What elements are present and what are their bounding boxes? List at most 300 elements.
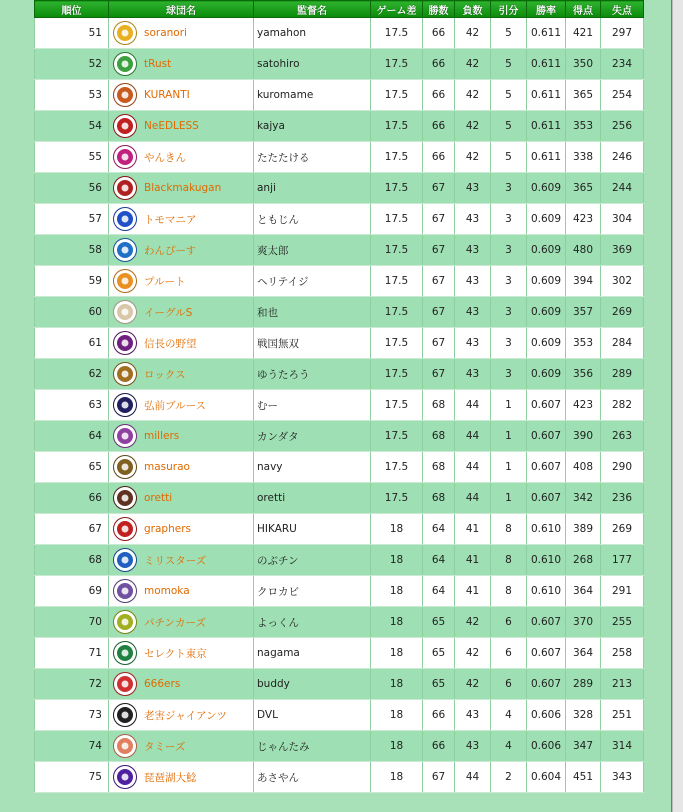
runs-scored-cell: 356 xyxy=(566,359,601,390)
table-row xyxy=(35,762,644,793)
bird-icon xyxy=(113,734,137,758)
star-burst-icon xyxy=(113,207,137,231)
team-cell xyxy=(109,638,254,669)
runs-allowed-cell: 177 xyxy=(601,545,644,576)
manager-cell: ヘリテイジ xyxy=(254,266,371,297)
games-behind-cell: 17.5 xyxy=(371,142,423,173)
pct-cell: 0.606 xyxy=(527,700,566,731)
runs-scored-cell: 389 xyxy=(566,514,601,545)
table-row xyxy=(35,545,644,576)
team-cell xyxy=(109,514,254,545)
table-row xyxy=(35,514,644,545)
manager-cell: むー xyxy=(254,390,371,421)
pct-cell: 0.611 xyxy=(527,49,566,80)
games-behind-cell: 18 xyxy=(371,669,423,700)
runs-scored-cell: 423 xyxy=(566,204,601,235)
manager-cell: のぶチン xyxy=(254,545,371,576)
draws-cell: 6 xyxy=(491,607,527,638)
team-cell xyxy=(109,328,254,359)
triangle-crest-icon xyxy=(113,52,137,76)
wins-cell: 64 xyxy=(423,514,455,545)
draws-cell: 1 xyxy=(491,421,527,452)
draws-cell: 3 xyxy=(491,235,527,266)
runs-scored-cell: 350 xyxy=(566,49,601,80)
runs-allowed-cell: 314 xyxy=(601,731,644,762)
pct-cell: 0.604 xyxy=(527,762,566,793)
games-behind-cell: 17.5 xyxy=(371,421,423,452)
losses-cell: 41 xyxy=(455,545,491,576)
wins-cell: 67 xyxy=(423,266,455,297)
ring-icon xyxy=(113,486,137,510)
runs-scored-cell: 268 xyxy=(566,545,601,576)
team-cell xyxy=(109,545,254,576)
manager-cell: anji xyxy=(254,173,371,204)
diamond-icon xyxy=(113,145,137,169)
gear-icon xyxy=(113,114,137,138)
wins-cell: 66 xyxy=(423,700,455,731)
runs-allowed-cell: 263 xyxy=(601,421,644,452)
table-row xyxy=(35,266,644,297)
draws-cell: 3 xyxy=(491,173,527,204)
rock-icon xyxy=(113,362,137,386)
manager-cell: kuromame xyxy=(254,80,371,111)
games-behind-cell: 17.5 xyxy=(371,266,423,297)
draws-cell: 5 xyxy=(491,142,527,173)
team-cell xyxy=(109,452,254,483)
games-behind-cell: 17.5 xyxy=(371,235,423,266)
draws-cell: 4 xyxy=(491,700,527,731)
runs-scored-cell: 353 xyxy=(566,328,601,359)
team-name-link[interactable]: わんぴーす xyxy=(144,244,196,257)
wins-cell: 68 xyxy=(423,390,455,421)
team-name-link[interactable]: tRust xyxy=(144,58,172,70)
team-name-link[interactable]: KURANTI xyxy=(144,89,190,101)
losses-cell: 43 xyxy=(455,700,491,731)
losses-cell: 43 xyxy=(455,297,491,328)
wins-cell: 67 xyxy=(423,328,455,359)
draws-cell: 1 xyxy=(491,390,527,421)
team-name-link[interactable]: 信長の野望 xyxy=(144,337,197,350)
wins-cell: 66 xyxy=(423,18,455,49)
team-name-link[interactable]: イーグルS xyxy=(144,306,193,319)
team-cell xyxy=(109,483,254,514)
rank-cell: 69 xyxy=(35,576,109,607)
runs-scored-cell: 347 xyxy=(566,731,601,762)
table-row xyxy=(35,359,644,390)
rank-cell: 70 xyxy=(35,607,109,638)
manager-cell: DVL xyxy=(254,700,371,731)
table-row xyxy=(35,390,644,421)
games-behind-cell: 17.5 xyxy=(371,483,423,514)
draws-cell: 1 xyxy=(491,483,527,514)
draws-cell: 3 xyxy=(491,359,527,390)
runs-allowed-cell: 258 xyxy=(601,638,644,669)
pct-cell: 0.606 xyxy=(527,731,566,762)
games-behind-cell: 17.5 xyxy=(371,390,423,421)
pct-cell: 0.611 xyxy=(527,111,566,142)
header-pct[interactable]: 勝率 xyxy=(527,1,566,18)
runs-allowed-cell: 284 xyxy=(601,328,644,359)
team-cell xyxy=(109,576,254,607)
games-behind-cell: 17.5 xyxy=(371,328,423,359)
team-cell xyxy=(109,111,254,142)
standings-table xyxy=(34,0,644,793)
losses-cell: 44 xyxy=(455,421,491,452)
team-cell xyxy=(109,80,254,111)
crest-icon xyxy=(113,331,137,355)
manager-cell: じゃんたみ xyxy=(254,731,371,762)
runs-allowed-cell: 290 xyxy=(601,452,644,483)
losses-cell: 42 xyxy=(455,669,491,700)
table-row xyxy=(35,142,644,173)
games-behind-cell: 18 xyxy=(371,731,423,762)
rank-cell: 58 xyxy=(35,235,109,266)
header-losses[interactable]: 負数 xyxy=(455,1,491,18)
draws-cell: 8 xyxy=(491,545,527,576)
runs-allowed-cell: 255 xyxy=(601,607,644,638)
rank-cell: 73 xyxy=(35,700,109,731)
games-behind-cell: 18 xyxy=(371,545,423,576)
runs-allowed-cell: 297 xyxy=(601,18,644,49)
header-manager[interactable]: 監督名 xyxy=(254,1,371,18)
wins-cell: 65 xyxy=(423,669,455,700)
manager-cell: ゆうたろう xyxy=(254,359,371,390)
losses-cell: 43 xyxy=(455,359,491,390)
draws-cell: 4 xyxy=(491,731,527,762)
team-name-link[interactable]: プルート xyxy=(144,275,186,288)
pct-cell: 0.609 xyxy=(527,297,566,328)
manager-cell: カンダタ xyxy=(254,421,371,452)
runs-scored-cell: 365 xyxy=(566,80,601,111)
manager-cell: oretti xyxy=(254,483,371,514)
table-row xyxy=(35,235,644,266)
manager-cell: よっくん xyxy=(254,607,371,638)
losses-cell: 44 xyxy=(455,762,491,793)
manager-cell: buddy xyxy=(254,669,371,700)
losses-cell: 42 xyxy=(455,111,491,142)
runs-scored-cell: 357 xyxy=(566,297,601,328)
runs-allowed-cell: 302 xyxy=(601,266,644,297)
runs-scored-cell: 342 xyxy=(566,483,601,514)
table-row xyxy=(35,421,644,452)
team-name-link[interactable]: セレクト東京 xyxy=(144,647,207,660)
manager-cell: たたたける xyxy=(254,142,371,173)
runs-scored-cell: 328 xyxy=(566,700,601,731)
draws-cell: 3 xyxy=(491,204,527,235)
losses-cell: 43 xyxy=(455,235,491,266)
draws-cell: 6 xyxy=(491,669,527,700)
team-name-link[interactable]: momoka xyxy=(144,585,190,597)
rank-cell: 53 xyxy=(35,80,109,111)
manager-cell: ともじん xyxy=(254,204,371,235)
losses-cell: 42 xyxy=(455,607,491,638)
losses-cell: 42 xyxy=(455,80,491,111)
wins-cell: 64 xyxy=(423,545,455,576)
pct-cell: 0.609 xyxy=(527,266,566,297)
wins-cell: 65 xyxy=(423,638,455,669)
lightning-icon xyxy=(113,548,137,572)
draws-cell: 5 xyxy=(491,80,527,111)
runs-allowed-cell: 304 xyxy=(601,204,644,235)
team-name-link[interactable]: masurao xyxy=(144,461,190,473)
rank-cell: 64 xyxy=(35,421,109,452)
catfish-icon xyxy=(113,765,137,789)
wins-cell: 66 xyxy=(423,49,455,80)
eagle-icon xyxy=(113,300,137,324)
table-row xyxy=(35,173,644,204)
pct-cell: 0.610 xyxy=(527,576,566,607)
rank-cell: 72 xyxy=(35,669,109,700)
team-name-link[interactable]: oretti xyxy=(144,492,173,504)
draws-cell: 2 xyxy=(491,762,527,793)
rank-cell: 66 xyxy=(35,483,109,514)
pct-cell: 0.609 xyxy=(527,173,566,204)
table-row xyxy=(35,669,644,700)
fox-icon xyxy=(113,579,137,603)
team-name-link[interactable]: パチンカーズ xyxy=(144,616,206,629)
pct-cell: 0.611 xyxy=(527,80,566,111)
team-name-link[interactable]: 弘前ブルース xyxy=(144,399,207,412)
team-name-link[interactable]: トモマニア xyxy=(144,213,197,226)
games-behind-cell: 17.5 xyxy=(371,111,423,142)
wins-cell: 66 xyxy=(423,731,455,762)
runs-allowed-cell: 256 xyxy=(601,111,644,142)
vertical-scrollbar[interactable] xyxy=(672,0,683,812)
team-name-link[interactable]: NeEDLESS xyxy=(144,120,199,132)
wins-cell: 68 xyxy=(423,452,455,483)
header-team[interactable]: 球団名 xyxy=(109,1,254,18)
team-cell xyxy=(109,421,254,452)
runs-allowed-cell: 251 xyxy=(601,700,644,731)
pct-cell: 0.610 xyxy=(527,545,566,576)
runs-allowed-cell: 213 xyxy=(601,669,644,700)
draws-cell: 5 xyxy=(491,18,527,49)
table-row xyxy=(35,328,644,359)
team-cell xyxy=(109,700,254,731)
team-name-link[interactable]: Blackmakugan xyxy=(144,182,222,194)
losses-cell: 41 xyxy=(455,514,491,545)
team-name-link[interactable]: graphers xyxy=(144,523,191,535)
team-name-link[interactable]: 老害ジャイアンツ xyxy=(144,709,228,722)
wins-cell: 66 xyxy=(423,111,455,142)
pct-cell: 0.610 xyxy=(527,514,566,545)
draws-cell: 8 xyxy=(491,576,527,607)
wave-icon xyxy=(113,238,137,262)
pct-cell: 0.611 xyxy=(527,18,566,49)
pct-cell: 0.607 xyxy=(527,390,566,421)
rank-cell: 51 xyxy=(35,18,109,49)
wins-cell: 67 xyxy=(423,204,455,235)
runs-scored-cell: 289 xyxy=(566,669,601,700)
games-behind-cell: 18 xyxy=(371,638,423,669)
flower-icon xyxy=(113,269,137,293)
pct-cell: 0.607 xyxy=(527,483,566,514)
games-behind-cell: 17.5 xyxy=(371,359,423,390)
rank-cell: 63 xyxy=(35,390,109,421)
draws-cell: 3 xyxy=(491,328,527,359)
rank-cell: 59 xyxy=(35,266,109,297)
games-behind-cell: 17.5 xyxy=(371,80,423,111)
compass-icon xyxy=(113,455,137,479)
manager-cell: HIKARU xyxy=(254,514,371,545)
losses-cell: 41 xyxy=(455,576,491,607)
wins-cell: 65 xyxy=(423,607,455,638)
rank-cell: 60 xyxy=(35,297,109,328)
wins-cell: 66 xyxy=(423,142,455,173)
draws-cell: 5 xyxy=(491,111,527,142)
team-name-link[interactable]: やんきん xyxy=(144,151,186,164)
team-name-link[interactable]: millers xyxy=(144,430,180,442)
table-row xyxy=(35,18,644,49)
wins-cell: 67 xyxy=(423,235,455,266)
target-icon xyxy=(113,176,137,200)
runner-icon xyxy=(113,517,137,541)
smile-icon xyxy=(113,672,137,696)
games-behind-cell: 17.5 xyxy=(371,452,423,483)
runs-allowed-cell: 343 xyxy=(601,762,644,793)
runs-scored-cell: 423 xyxy=(566,390,601,421)
games-behind-cell: 17.5 xyxy=(371,204,423,235)
rank-cell: 56 xyxy=(35,173,109,204)
shield-icon xyxy=(113,641,137,665)
manager-cell: navy xyxy=(254,452,371,483)
pct-cell: 0.607 xyxy=(527,607,566,638)
table-row xyxy=(35,607,644,638)
header-row xyxy=(35,1,644,18)
manager-cell: 戦国無双 xyxy=(254,328,371,359)
runs-allowed-cell: 254 xyxy=(601,80,644,111)
cat-icon xyxy=(113,424,137,448)
team-cell xyxy=(109,142,254,173)
header-draws[interactable]: 引分 xyxy=(491,1,527,18)
team-cell xyxy=(109,359,254,390)
games-behind-cell: 17.5 xyxy=(371,49,423,80)
pct-cell: 0.609 xyxy=(527,328,566,359)
table-row xyxy=(35,576,644,607)
manager-cell: クロカビ xyxy=(254,576,371,607)
rank-cell: 68 xyxy=(35,545,109,576)
runs-allowed-cell: 291 xyxy=(601,576,644,607)
rank-cell: 61 xyxy=(35,328,109,359)
rank-cell: 57 xyxy=(35,204,109,235)
team-cell xyxy=(109,18,254,49)
skull-icon xyxy=(113,393,137,417)
games-behind-cell: 17.5 xyxy=(371,18,423,49)
wins-cell: 67 xyxy=(423,762,455,793)
runs-scored-cell: 364 xyxy=(566,638,601,669)
table-row xyxy=(35,297,644,328)
team-cell xyxy=(109,204,254,235)
games-behind-cell: 18 xyxy=(371,514,423,545)
runs-allowed-cell: 289 xyxy=(601,359,644,390)
runs-scored-cell: 390 xyxy=(566,421,601,452)
table-row xyxy=(35,452,644,483)
manager-cell: satohiro xyxy=(254,49,371,80)
pct-cell: 0.607 xyxy=(527,421,566,452)
runs-scored-cell: 365 xyxy=(566,173,601,204)
team-cell xyxy=(109,235,254,266)
pct-cell: 0.609 xyxy=(527,359,566,390)
team-cell xyxy=(109,762,254,793)
team-cell xyxy=(109,297,254,328)
manager-cell: あさやん xyxy=(254,762,371,793)
losses-cell: 42 xyxy=(455,638,491,669)
wins-cell: 68 xyxy=(423,421,455,452)
table-row xyxy=(35,80,644,111)
table-row xyxy=(35,483,644,514)
table-row xyxy=(35,204,644,235)
rank-cell: 54 xyxy=(35,111,109,142)
rank-cell: 62 xyxy=(35,359,109,390)
runs-allowed-cell: 246 xyxy=(601,142,644,173)
manager-cell: 和也 xyxy=(254,297,371,328)
header-runs-allowed[interactable]: 失点 xyxy=(601,1,644,18)
header-runs-scored[interactable]: 得点 xyxy=(566,1,601,18)
rank-cell: 74 xyxy=(35,731,109,762)
team-cell xyxy=(109,266,254,297)
manager-cell: nagama xyxy=(254,638,371,669)
table-row xyxy=(35,700,644,731)
rank-cell: 71 xyxy=(35,638,109,669)
losses-cell: 43 xyxy=(455,731,491,762)
pct-cell: 0.611 xyxy=(527,142,566,173)
header-wins[interactable]: 勝数 xyxy=(423,1,455,18)
pirate-icon xyxy=(113,703,137,727)
rank-cell: 67 xyxy=(35,514,109,545)
losses-cell: 43 xyxy=(455,328,491,359)
runs-allowed-cell: 236 xyxy=(601,483,644,514)
team-name-link[interactable]: タミーズ xyxy=(144,740,186,753)
runs-scored-cell: 394 xyxy=(566,266,601,297)
team-name-link[interactable]: 666ers xyxy=(144,678,181,690)
draws-cell: 1 xyxy=(491,452,527,483)
pct-cell: 0.607 xyxy=(527,638,566,669)
manager-cell: 爽太郎 xyxy=(254,235,371,266)
wins-cell: 67 xyxy=(423,359,455,390)
sun-face-icon xyxy=(113,21,137,45)
table-row xyxy=(35,638,644,669)
table-row xyxy=(35,111,644,142)
losses-cell: 43 xyxy=(455,173,491,204)
draws-cell: 8 xyxy=(491,514,527,545)
runs-scored-cell: 338 xyxy=(566,142,601,173)
header-games-behind[interactable]: ゲーム差 xyxy=(371,1,423,18)
draws-cell: 3 xyxy=(491,266,527,297)
losses-cell: 44 xyxy=(455,483,491,514)
wins-cell: 66 xyxy=(423,80,455,111)
losses-cell: 42 xyxy=(455,142,491,173)
runs-allowed-cell: 269 xyxy=(601,514,644,545)
pinwheel-icon xyxy=(113,610,137,634)
losses-cell: 43 xyxy=(455,204,491,235)
losses-cell: 44 xyxy=(455,390,491,421)
header-rank[interactable]: 順位 xyxy=(35,1,109,18)
team-cell xyxy=(109,173,254,204)
rank-cell: 55 xyxy=(35,142,109,173)
losses-cell: 42 xyxy=(455,49,491,80)
wins-cell: 67 xyxy=(423,173,455,204)
runs-scored-cell: 364 xyxy=(566,576,601,607)
draws-cell: 5 xyxy=(491,49,527,80)
runs-allowed-cell: 244 xyxy=(601,173,644,204)
table-row xyxy=(35,731,644,762)
team-name-link[interactable]: ロックス xyxy=(144,368,186,381)
losses-cell: 43 xyxy=(455,266,491,297)
team-name-link[interactable]: soranori xyxy=(144,27,187,39)
team-name-link[interactable]: ミリスターズ xyxy=(144,554,207,567)
team-name-link[interactable]: 琵琶湖大鯰 xyxy=(144,771,197,784)
games-behind-cell: 18 xyxy=(371,607,423,638)
